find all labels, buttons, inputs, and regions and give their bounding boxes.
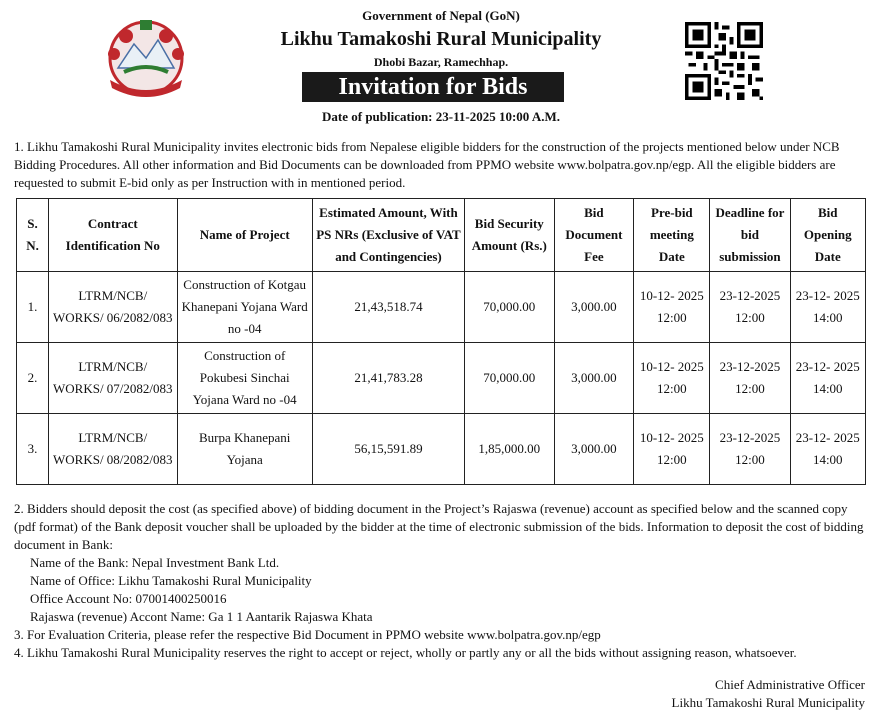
cell-bid-security: 70,000.00 <box>465 343 554 414</box>
col-header-estimated-amount: Estimated Amount, With PS NRs (Exclusive of VAT and Contingencies) <box>312 199 464 272</box>
point-2-paragraph: 2. Bidders should deposit the cost (as specified above) of bidding document in the Project’s Rajaswa (revenue) account as specified below and the scanned copy (pdf format) of the Bank deposit voucher shall be uploaded by the bidder at the time of electronic submission of the bids. Information to deposit the cost of bidding document in Bank: <box>14 501 864 552</box>
point-4-paragraph: 4. Likhu Tamakoshi Rural Municipality reserves the right to accept or reject, wholly or partly any or all the bids without assigning reason, whatsoever. <box>14 645 797 660</box>
col-header-opening: Bid Opening Date <box>790 199 866 272</box>
cell-sn: 1. <box>17 272 49 343</box>
notice-header <box>0 0 882 132</box>
cell-contract-id: LTRM/NCB/ WORKS/ 07/2082/083 <box>49 343 177 414</box>
cell-estimated-amount: 21,43,518.74 <box>312 272 464 343</box>
municipality-name: Likhu Tamakoshi Rural Municipality <box>280 28 602 50</box>
cell-project: Burpa Khanepani Yojana <box>177 414 312 485</box>
cell-estimated-amount: 21,41,783.28 <box>312 343 464 414</box>
rajaswa-account: Rajaswa (revenue) Accont Name: Ga 1 1 Aantarik Rajaswa Khata <box>30 609 373 624</box>
cell-prebid: 10-12- 2025 12:00 <box>634 343 710 414</box>
col-header-deadline: Deadline for bid submission <box>710 199 790 272</box>
office-account: Office Account No: 07001400250016 <box>30 591 227 606</box>
notice-banner: Invitation for Bids <box>302 72 564 102</box>
col-header-bid-security: Bid Security Amount (Rs.) <box>465 199 554 272</box>
cell-prebid: 10-12- 2025 12:00 <box>634 272 710 343</box>
cell-estimated-amount: 56,15,591.89 <box>312 414 464 485</box>
intro-paragraph: 1. Likhu Tamakoshi Rural Municipality invites electronic bids from Nepalese eligible bidders for the construction of the projects mentioned below under NCB Bidding Procedures. All other information and Bid Documents can be downloaded from PPMO website www.bolpatra.gov.np/egp. All the eligible bidders are requested to submit E-bid only as per Instruction with in mentioned period. <box>14 139 840 190</box>
cell-opening: 23-12- 2025 14:00 <box>790 414 866 485</box>
cell-doc-fee: 3,000.00 <box>554 414 634 485</box>
cell-contract-id: LTRM/NCB/ WORKS/ 06/2082/083 <box>49 272 177 343</box>
qr-code-icon <box>682 22 766 100</box>
terms-section <box>14 500 866 662</box>
cell-deadline: 23-12-2025 12:00 <box>710 414 790 485</box>
cell-contract-id: LTRM/NCB/ WORKS/ 08/2082/083 <box>49 414 177 485</box>
cell-deadline: 23-12-2025 12:00 <box>710 272 790 343</box>
signature-block <box>672 676 865 712</box>
cell-doc-fee: 3,000.00 <box>554 272 634 343</box>
bank-name: Name of the Bank: Nepal Investment Bank Ltd. <box>30 555 280 570</box>
col-header-prebid: Pre-bid meeting Date <box>634 199 710 272</box>
office-name: Name of Office: Likhu Tamakoshi Rural Municipality <box>30 573 312 588</box>
publication-date: Date of publication: 23-11-2025 10:00 A.M. <box>322 109 560 124</box>
point-3-paragraph: 3. For Evaluation Criteria, please refer the respective Bid Document in PPMO website www.bolpatra.gov.np/egp <box>14 627 601 642</box>
bids-table <box>16 198 866 485</box>
table-row <box>17 414 866 485</box>
signatory-title: Chief Administrative Officer <box>715 677 865 692</box>
col-header-project: Name of Project <box>177 199 312 272</box>
table-row <box>17 343 866 414</box>
municipality-address: Dhobi Bazar, Ramechhap. <box>373 55 509 69</box>
table-header-row <box>17 199 866 272</box>
table-row <box>17 272 866 343</box>
signatory-org: Likhu Tamakoshi Rural Municipality <box>671 695 865 710</box>
cell-sn: 3. <box>17 414 49 485</box>
cell-bid-security: 1,85,000.00 <box>465 414 554 485</box>
cell-sn: 2. <box>17 343 49 414</box>
col-header-sn: S. N. <box>17 199 49 272</box>
cell-deadline: 23-12-2025 12:00 <box>710 343 790 414</box>
cell-doc-fee: 3,000.00 <box>554 343 634 414</box>
col-header-contract-id: Contract Identification No <box>49 199 177 272</box>
col-header-doc-fee: Bid Document Fee <box>554 199 634 272</box>
cell-prebid: 10-12- 2025 12:00 <box>634 414 710 485</box>
government-line: Government of Nepal (GoN) <box>362 8 520 23</box>
cell-opening: 23-12- 2025 14:00 <box>790 272 866 343</box>
cell-project: Construction of Pokubesi Sinchai Yojana Ward no -04 <box>177 343 312 414</box>
cell-bid-security: 70,000.00 <box>465 272 554 343</box>
cell-project: Construction of Kotgau Khanepani Yojana Ward no -04 <box>177 272 312 343</box>
cell-opening: 23-12- 2025 14:00 <box>790 343 866 414</box>
